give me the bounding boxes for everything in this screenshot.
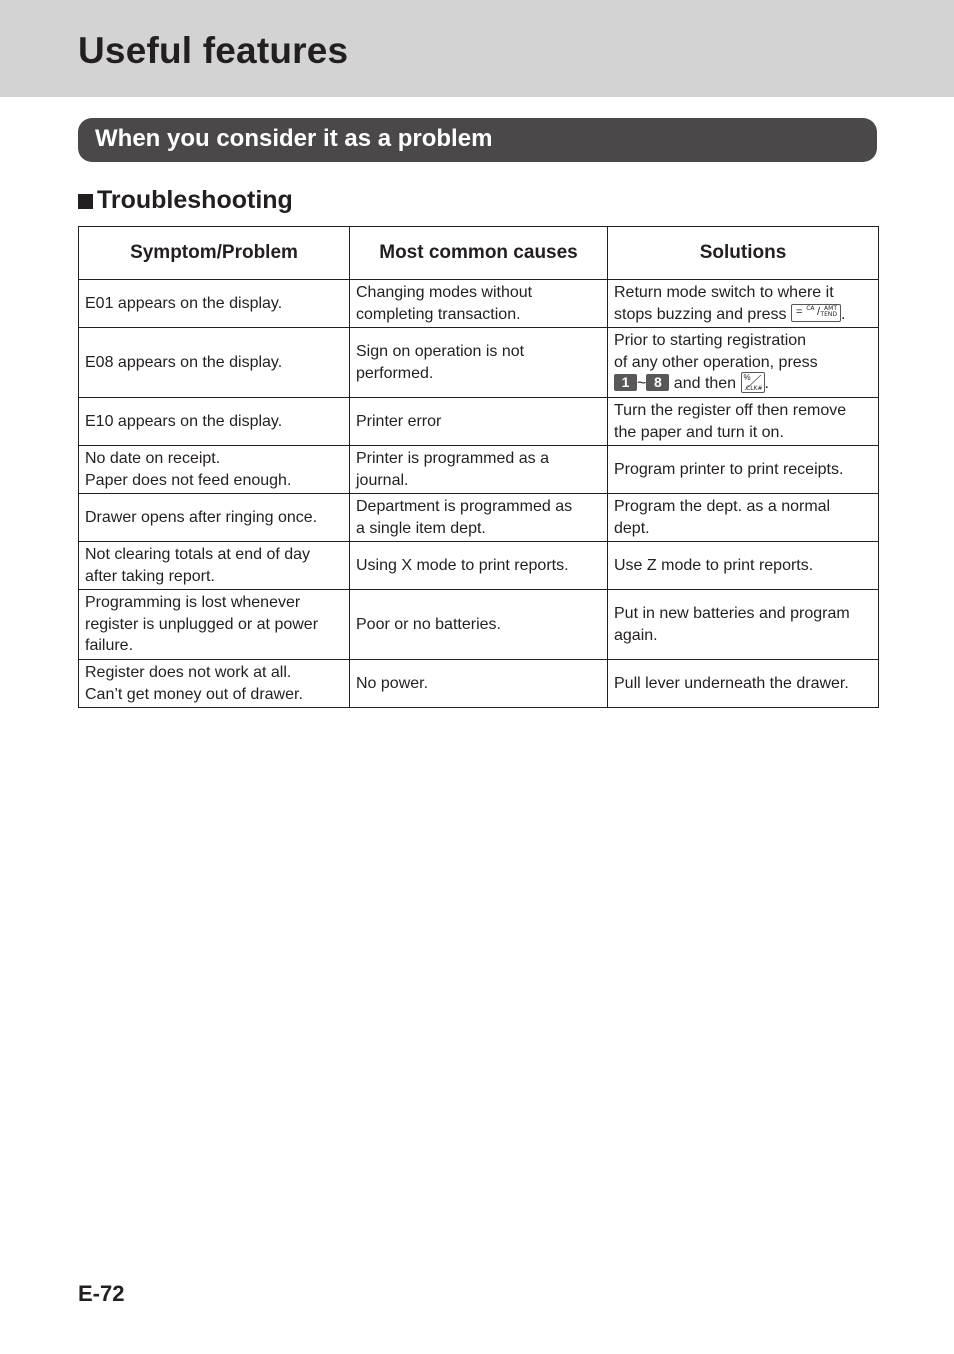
header-band [0, 0, 954, 97]
solution-cell: Program printer to print receipts. [608, 446, 879, 494]
solution-cell: Turn the register off then remove the paper and turn it on. [608, 398, 879, 446]
symptom-cell: Register does not work at all. Can’t get money out of drawer. [79, 660, 350, 708]
cause-cell: Changing modes without completing transaction. [350, 280, 608, 328]
key-pct-glyph: % [743, 372, 751, 382]
solution-cell [608, 280, 879, 328]
troubleshooting-heading [78, 186, 293, 215]
header-solution: Solutions [608, 227, 879, 280]
table-row [79, 398, 879, 446]
and-then-text: and then [673, 375, 737, 393]
table-row [79, 494, 879, 542]
solution-text: Return mode switch to where it [614, 284, 834, 301]
tilde-glyph: ~ [637, 375, 647, 393]
number-key-8-icon: 8 [646, 374, 669, 391]
cause-cell: Poor or no batteries. [350, 590, 608, 660]
key-small-label [806, 306, 837, 319]
symptom-cell: E01 appears on the display. [79, 280, 350, 328]
table-row [79, 446, 879, 494]
percent-clk-key-icon [741, 372, 765, 393]
number-key-1-icon: 1 [614, 374, 637, 391]
key-amt-label: AMT [824, 304, 837, 312]
table-row [79, 590, 879, 660]
table-row [79, 280, 879, 328]
solution-cell: Use Z mode to print reports. [608, 542, 879, 590]
solution-end: . [764, 375, 769, 393]
solution-cell [608, 328, 879, 398]
key-eq-glyph: = [796, 305, 803, 318]
header-symptom: Symptom/Problem [79, 227, 350, 280]
troubleshooting-heading-label: Troubleshooting [97, 186, 293, 214]
page-number: E-72 [78, 1281, 125, 1306]
symptom-cell: No date on receipt. Paper does not feed enough. [79, 446, 350, 494]
cause-cell: No power. [350, 660, 608, 708]
header-cause: Most common causes [350, 227, 608, 280]
symptom-cell: Not clearing totals at end of day after taking report. [79, 542, 350, 590]
cause-cell: Using X mode to print reports. [350, 542, 608, 590]
key-slash-glyph: / [817, 305, 821, 318]
solution-text: stops buzzing and press [614, 305, 787, 323]
solution-cell: Pull lever underneath the drawer. [608, 660, 879, 708]
section-title: When you consider it as a problem [95, 125, 493, 152]
table-row [79, 542, 879, 590]
key-ca-label: CA [806, 304, 815, 312]
section-bar [78, 118, 877, 162]
symptom-cell: E08 appears on the display. [79, 328, 350, 398]
solution-end: . [841, 305, 846, 323]
solution-text: of any other operation, press [614, 353, 818, 371]
solution-cell: Put in new batteries and program again. [608, 590, 879, 660]
table-row [79, 660, 879, 708]
symptom-cell: E10 appears on the display. [79, 398, 350, 446]
solution-text: Prior to starting registration [614, 332, 807, 350]
table-row [79, 328, 879, 398]
symptom-cell: Programming is lost whenever register is unplugged or at power failure. [79, 590, 350, 660]
cause-cell: Sign on operation is not performed. [350, 328, 608, 398]
cause-cell: Printer is programmed as a journal. [350, 446, 608, 494]
troubleshooting-table [78, 226, 879, 708]
solution-cell: Program the dept. as a normal dept. [608, 494, 879, 542]
symptom-cell: Drawer opens after ringing once. [79, 494, 350, 542]
page-title: Useful features [78, 30, 349, 71]
table-header-row [79, 227, 879, 280]
cause-cell: Printer error [350, 398, 608, 446]
square-bullet-icon [78, 194, 93, 209]
key-tend-label: TEND [820, 311, 837, 319]
cause-cell: Department is programmed as a single item dept. [350, 494, 608, 542]
ca-amt-tend-key-icon [791, 304, 841, 322]
key-clk-label: CLK# [746, 384, 763, 392]
